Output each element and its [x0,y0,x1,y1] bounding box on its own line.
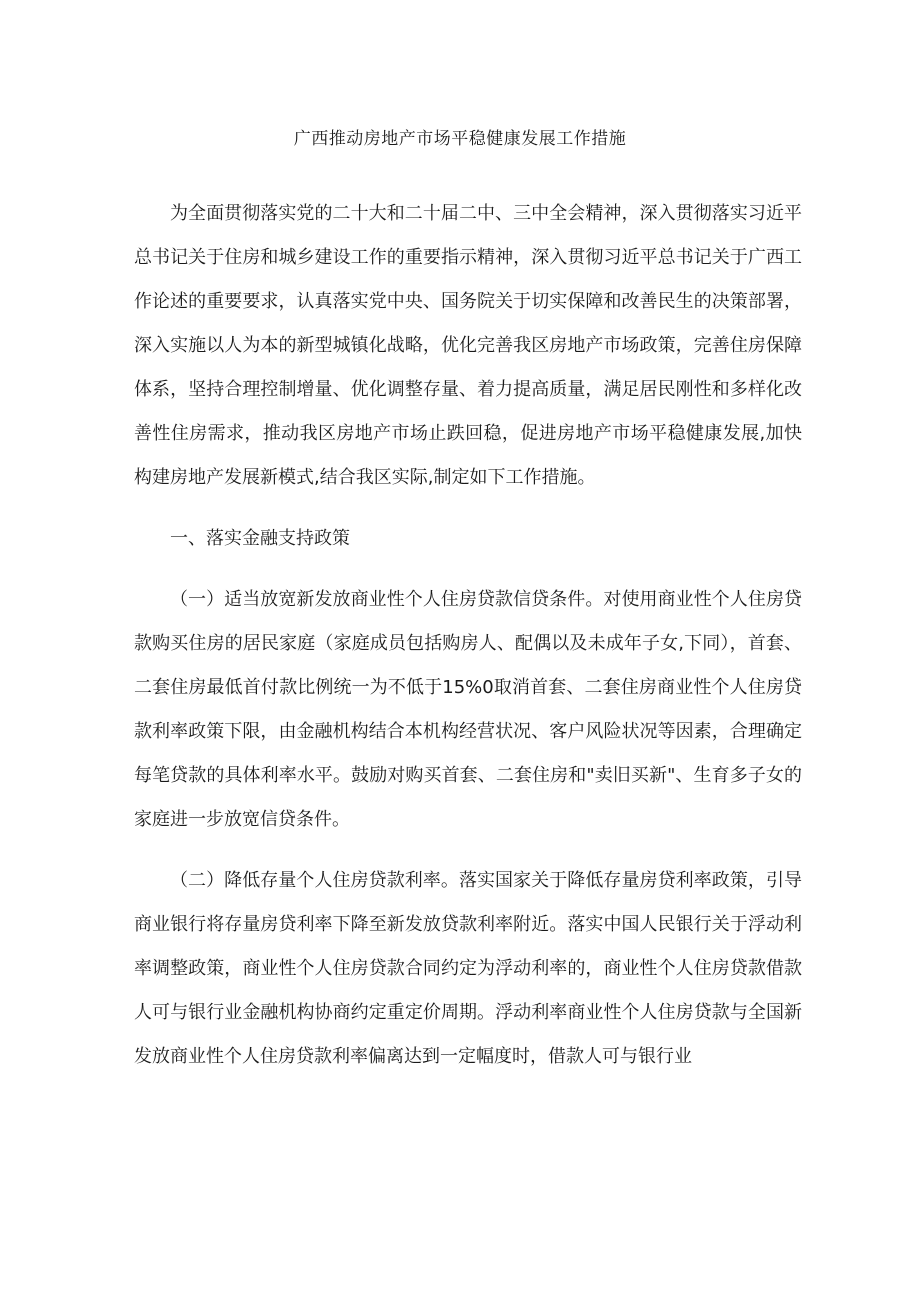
section-heading-1: 一、落实金融支持政策 [170,528,350,549]
clause-paragraph-1: （一）适当放宽新发放商业性个人住房贷款信贷条件。对使用商业性个人住房贷款购买住房的居民家庭（家庭成员包括购房人、配偶以及未成年子女,下同），首套、二套住房最低首付款比例统一为不低于15%0取消首套、二套住房商业性个人住房贷款利率政策下限，由金融机构结合本机构经营状况、客户风险状况等因素，合理确定每笔贷款的具体利率水平。鼓励对购买首套、二套住房和"卖旧买新"、生育多子女的家庭进一步放宽信贷条件。 [134,589,802,830]
document-title: 广西推动房地产市场平稳健康发展工作措施 [293,129,627,149]
intro-paragraph: 为全面贯彻落实党的二十大和二十届二中、三中全会精神，深入贯彻落实习近平总书记关于住房和城乡建设工作的重要指示精神，深入贯彻习近平总书记关于广西工作论述的重要要求，认真落实党中央、国务院关于切实保障和改善民生的决策部署，深入实施以人为本的新型城镇化战略，优化完善我区房地产市场政策，完善住房保障体系，坚持合理控制增量、优化调整存量、着力提高质量，满足居民刚性和多样化改善性住房需求，推动我区房地产市场止跌回稳，促进房地产市场平稳健康发展,加快构建房地产发展新模式,结合我区实际,制定如下工作措施。 [134,203,802,488]
document-body [134,192,802,1096]
clause-paragraph-2: （二）降低存量个人住房贷款利率。落实国家关于降低存量房贷利率政策，引导商业银行将存量房贷利率下降至新发放贷款利率附近。落实中国人民银行关于浮动利率调整政策，商业性个人住房贷款合同约定为浮动利率的，商业性个人住房贷款借款人可与银行业金融机构协商约定重定价周期。浮动利率商业性个人住房贷款与全国新发放商业性个人住房贷款利率偏离达到一定幅度时，借款人可与银行业 [134,870,802,1067]
